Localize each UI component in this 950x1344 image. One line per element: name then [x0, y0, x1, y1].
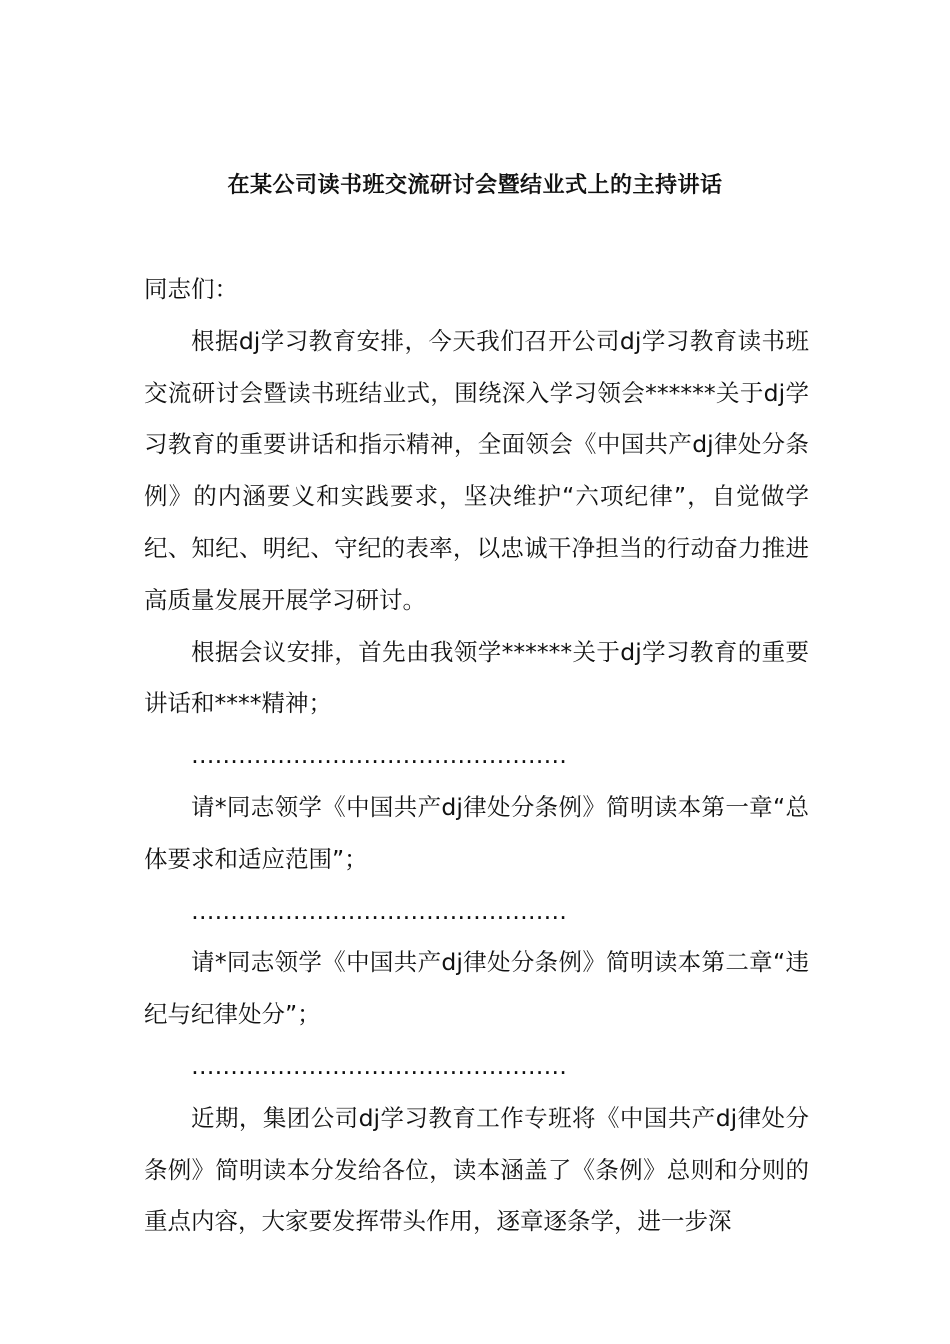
document-title: 在某公司读书班交流研讨会暨结业式上的主持讲话: [227, 173, 723, 198]
paragraph-5: 近期，集团公司dj学习教育工作专班将《中国共产dj律处分条例》简明读本分发给各位，读本涵盖了《条例》总则和分则的重点内容，大家要发挥带头作用，逐章逐条学，进一步深: [144, 1103, 809, 1236]
ellipsis-line-3: …………………………………………: [191, 1051, 567, 1080]
paragraph-3: 请*同志领学《中国共产dj律处分条例》简明读本第一章“总体要求和适应范围”；: [144, 792, 809, 873]
paragraph-4: 请*同志领学《中国共产dj律处分条例》简明读本第二章“违纪与纪律处分”；: [144, 948, 809, 1029]
ellipsis-line-2: …………………………………………: [191, 896, 567, 925]
paragraph-1: 根据dj学习教育安排，今天我们召开公司dj学习教育读书班交流研讨会暨读书班结业式，围绕深入学习领会******关于dj学习教育的重要讲话和指示精神，全面领会《中国共产dj律处分条例》的内涵要义和实践要求，坚决维护“六项纪律”，自觉做学纪、知纪、明纪、守纪的表率，以忠诚干净担当的行动奋力推进高质量发展开展学习研讨。: [144, 326, 809, 614]
ellipsis-line-1: …………………………………………: [191, 741, 567, 770]
greeting: 同志们：: [144, 275, 238, 303]
document-body: [144, 264, 809, 1248]
paragraph-2: 根据会议安排，首先由我领学******关于dj学习教育的重要讲话和****精神；: [144, 637, 809, 718]
